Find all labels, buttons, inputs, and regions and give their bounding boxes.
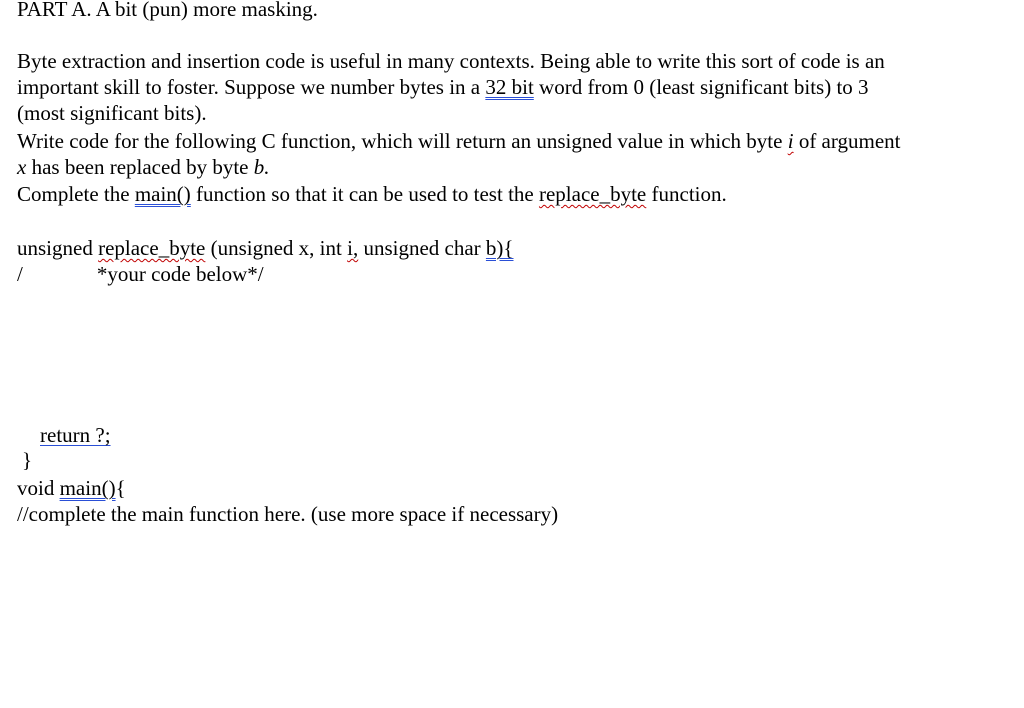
paragraph-text: Write code for the following C function, which will return an unsigned value in which byte bbox=[17, 129, 788, 153]
spelling-flag-i: i, bbox=[347, 236, 359, 260]
paragraph-line-5 bbox=[17, 154, 269, 180]
part-heading: PART A. A bit (pun) more masking. bbox=[17, 0, 318, 21]
code-text: / bbox=[17, 262, 23, 286]
grammar-flag-32-bit: 32 bit bbox=[485, 75, 534, 99]
variable-i: i bbox=[787, 129, 794, 153]
grammar-flag-main: main() bbox=[134, 182, 191, 206]
paragraph-text: Complete the bbox=[17, 182, 135, 206]
paragraph-text: of argument bbox=[793, 129, 901, 153]
code-close-brace: } bbox=[22, 448, 33, 472]
grammar-flag-main: main() bbox=[59, 476, 116, 500]
paragraph-line-3 bbox=[17, 100, 207, 126]
paragraph-text: (most significant bits). bbox=[17, 101, 207, 125]
code-text: void bbox=[17, 476, 60, 500]
code-text: *your code below*/ bbox=[96, 262, 264, 286]
spelling-flag-replace-byte: replace_byte bbox=[538, 182, 647, 206]
grammar-flag-return: return ?; bbox=[40, 423, 111, 447]
code-return-line bbox=[40, 422, 111, 448]
code-text: (unsigned x, int bbox=[205, 236, 348, 260]
paragraph-text: function so that it can be used to test the bbox=[190, 182, 539, 206]
paragraph-line-6 bbox=[17, 181, 727, 207]
spelling-flag-replace-byte: replace_byte bbox=[98, 236, 206, 260]
code-text: unsigned bbox=[17, 236, 99, 260]
paragraph-text: important skill to foster. Suppose we number bytes in a bbox=[17, 75, 486, 99]
code-signature-line bbox=[17, 235, 514, 261]
paragraph-line-1 bbox=[17, 48, 885, 74]
code-comment-line bbox=[17, 261, 264, 287]
paragraph-text: has been replaced by byte bbox=[26, 155, 254, 179]
paragraph-line-2 bbox=[17, 74, 869, 100]
code-text: unsigned char bbox=[358, 236, 486, 260]
code-main-comment: //complete the main function here. (use more space if necessary) bbox=[17, 502, 559, 526]
paragraph-line-4 bbox=[17, 128, 900, 154]
paragraph-text: Byte extraction and insertion code is useful in many contexts. Being able to write this sort of code is an bbox=[17, 49, 885, 73]
grammar-flag-brace: b){ bbox=[485, 236, 514, 260]
paragraph-text: function. bbox=[646, 182, 727, 206]
code-main-line bbox=[17, 475, 126, 501]
code-text: { bbox=[115, 476, 126, 500]
variable-b: b. bbox=[253, 155, 270, 179]
variable-x: x bbox=[17, 155, 27, 179]
paragraph-text: word from 0 (least significant bits) to 3 bbox=[533, 75, 869, 99]
